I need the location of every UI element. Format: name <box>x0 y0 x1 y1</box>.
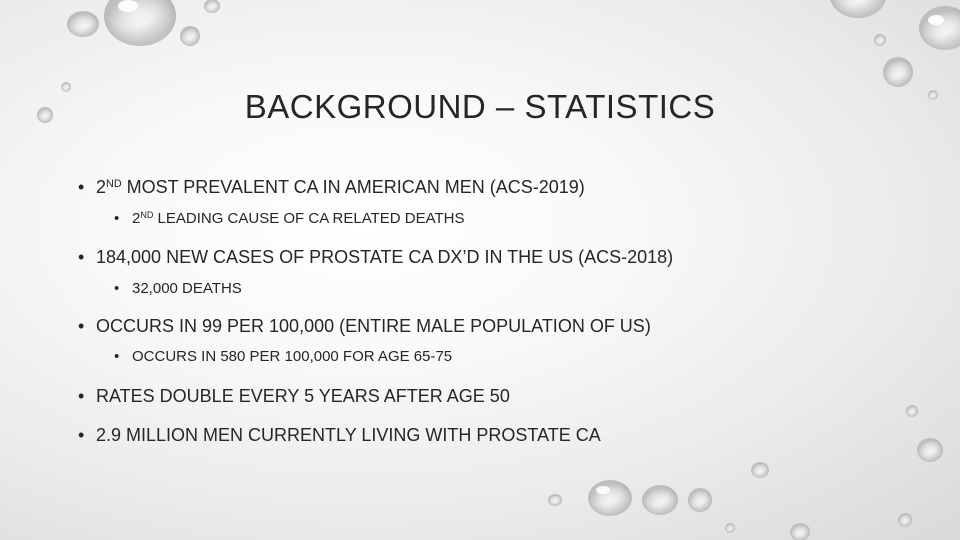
water-drop <box>588 480 632 516</box>
bullet-marker: • <box>114 280 120 297</box>
ordinal-number: 2 <box>132 210 141 227</box>
bullet-item <box>78 424 601 446</box>
water-drop <box>883 57 913 87</box>
bullet-marker: • <box>114 210 120 227</box>
water-drop <box>548 494 562 506</box>
bullet-text: OCCURS IN 99 PER 100,000 (ENTIRE MALE POPULATION OF US) <box>96 316 651 336</box>
sub-bullet-text-body: LEADING CAUSE OF CA RELATED DEATHS <box>153 210 465 227</box>
water-drop <box>642 485 678 515</box>
water-drop <box>751 462 769 478</box>
bullet-marker: • <box>78 247 85 267</box>
water-drop <box>688 488 712 512</box>
bullet-text: 2.9 MILLION MEN CURRENTLY LIVING WITH PROSTATE CA <box>96 425 601 445</box>
ordinal-number: 2 <box>96 177 107 197</box>
ordinal-suffix: ND <box>106 178 122 191</box>
water-drop <box>906 405 918 417</box>
bullet-marker: • <box>78 177 85 197</box>
water-drop <box>180 26 200 46</box>
bullet-marker: • <box>78 386 85 406</box>
water-drop <box>919 6 960 50</box>
sub-bullet-text: 32,000 DEATHS <box>132 280 242 297</box>
water-drop <box>874 34 886 46</box>
sub-bullet-item <box>114 347 452 367</box>
bullet-text: RATES DOUBLE EVERY 5 YEARS AFTER AGE 50 <box>96 386 510 406</box>
ordinal-suffix: ND <box>140 210 154 221</box>
water-drop <box>917 438 943 462</box>
bullet-item <box>78 315 651 337</box>
water-drop <box>725 523 735 533</box>
sub-bullet-text: OCCURS IN 580 PER 100,000 FOR AGE 65-75 <box>132 348 453 365</box>
slide-title: BACKGROUND – STATISTICS <box>244 88 716 125</box>
water-drop <box>898 513 912 527</box>
water-drop <box>104 0 176 46</box>
bullet-marker: • <box>78 425 85 445</box>
water-drop <box>790 523 810 540</box>
bullet-marker: • <box>78 316 85 336</box>
bullet-item <box>78 176 585 198</box>
sub-bullet-text <box>132 210 465 227</box>
sub-bullet-item <box>114 279 242 299</box>
water-drop <box>830 0 886 18</box>
bullet-text: 184,000 NEW CASES OF PROSTATE CA DX’D IN THE US (ACS-2018) <box>96 247 674 267</box>
bullet-marker: • <box>114 348 120 365</box>
sub-bullet-item <box>114 209 465 229</box>
bullet-item <box>78 385 510 407</box>
water-drop <box>67 11 99 37</box>
bullet-text-body: MOST PREVALENT CA IN AMERICAN MEN (ACS-2019) <box>121 177 585 197</box>
bullet-item <box>78 246 673 268</box>
bullet-text <box>96 177 585 197</box>
water-drop <box>204 0 220 13</box>
